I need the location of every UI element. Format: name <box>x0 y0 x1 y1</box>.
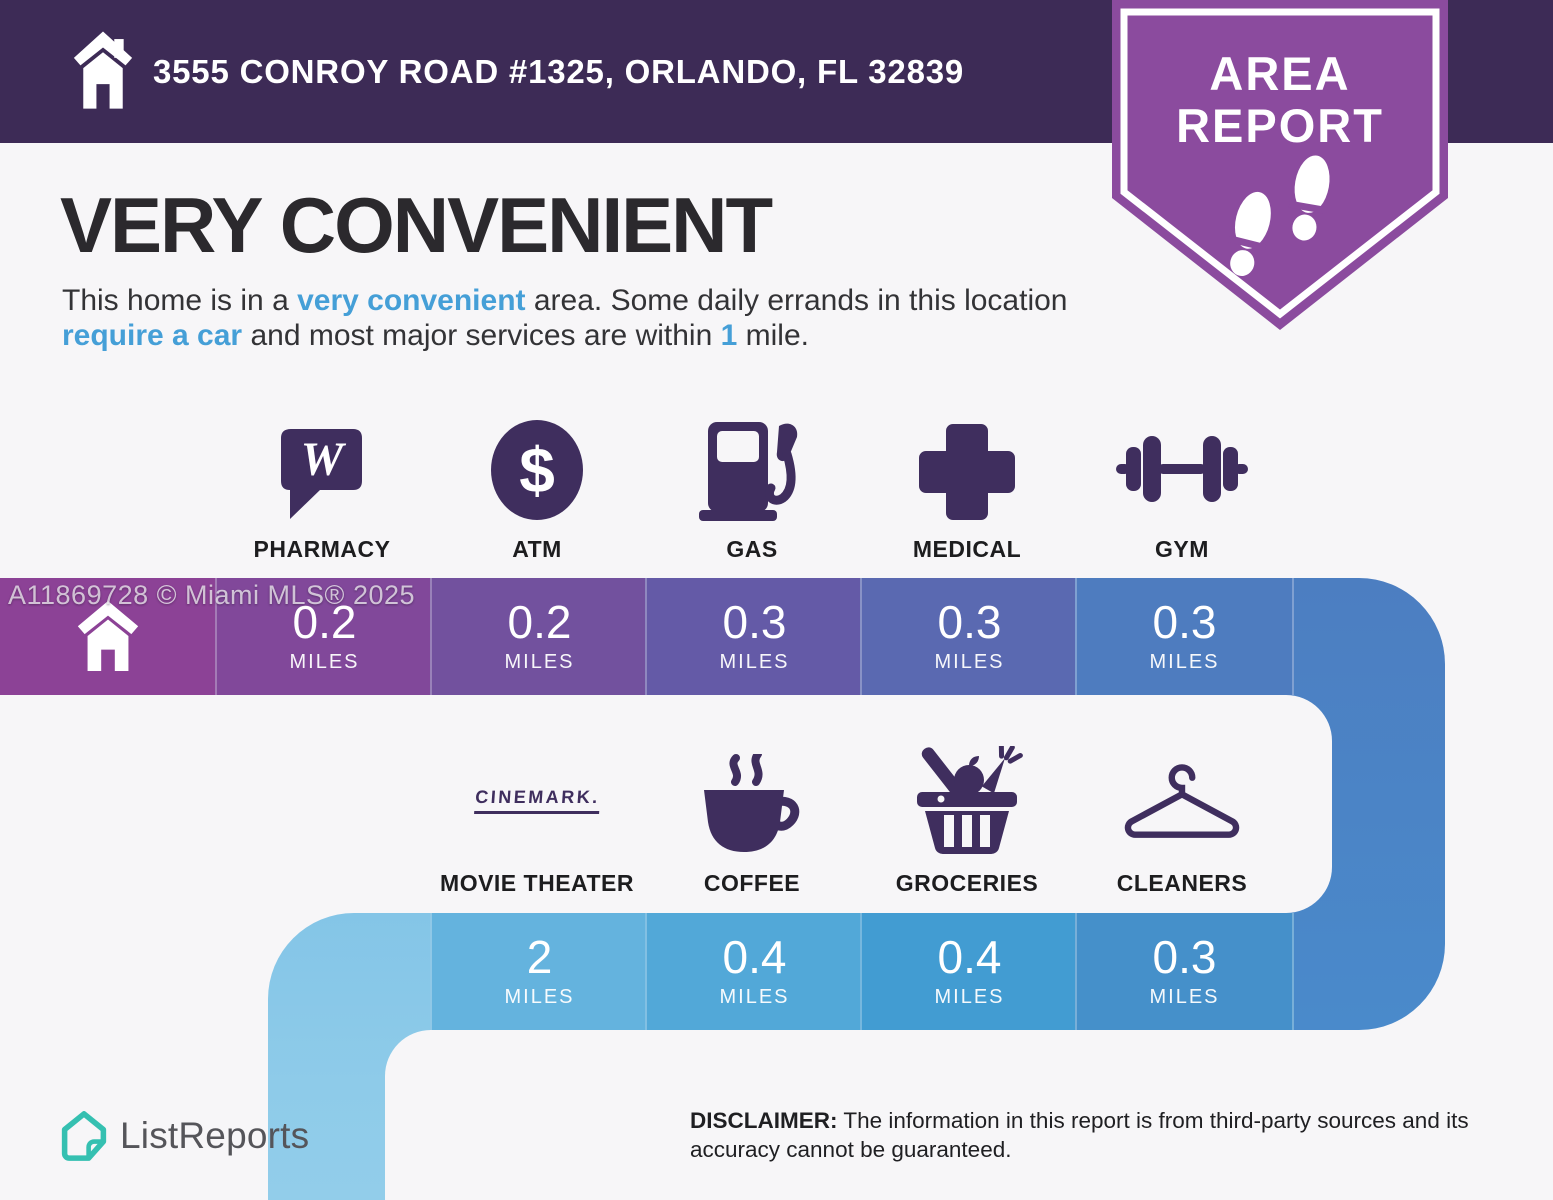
distance-cell-atm <box>430 578 647 695</box>
disclaimer-text: The information in this report is from third-party sources and its accuracy cannot be guaranteed. <box>690 1108 1469 1163</box>
distance-cell-gym <box>1075 578 1294 695</box>
desc-highlight: require a car <box>62 319 243 353</box>
coffee-cup-icon <box>696 754 808 856</box>
distance-value: 2 <box>526 931 553 983</box>
cinemark-logo: CINEMARK. <box>474 787 600 814</box>
poi-coffee <box>644 743 860 897</box>
desc-highlight: very convenient <box>297 284 526 317</box>
disclaimer <box>690 1106 1525 1165</box>
poi-pharmacy <box>214 403 430 563</box>
distance-unit: MILES <box>504 651 575 673</box>
poi-cleaners <box>1074 743 1290 897</box>
desc-text: and most major services are within <box>242 319 721 353</box>
distance-unit: MILES <box>1149 986 1220 1008</box>
poi-groceries <box>859 743 1075 897</box>
poi-label: MOVIE THEATER <box>440 870 634 896</box>
page-title: VERY CONVENIENT <box>60 181 772 269</box>
distance-unit: MILES <box>719 986 790 1008</box>
poi-label: GROCERIES <box>895 870 1039 896</box>
poi-label: GYM <box>1155 536 1209 562</box>
poi-label: PHARMACY <box>253 536 391 562</box>
poi-medical <box>859 403 1075 563</box>
poi-label: MEDICAL <box>912 536 1022 562</box>
distance-value: 0.2 <box>292 596 357 648</box>
badge-line2: REPORT <box>1176 99 1384 152</box>
dollar-glyph: $ <box>519 434 555 506</box>
description <box>62 283 1107 353</box>
grocery-basket-icon <box>911 746 1023 856</box>
distance-cell-groceries <box>860 913 1077 1030</box>
distance-unit: MILES <box>934 986 1005 1008</box>
poi-label: GAS <box>726 536 778 562</box>
poi-gym <box>1074 403 1290 563</box>
distance-value: 0.2 <box>507 596 572 648</box>
distance-value: 0.3 <box>937 596 1002 648</box>
walgreens-w-icon <box>276 426 368 522</box>
distance-value: 0.3 <box>722 596 787 648</box>
desc-text: This home is in a <box>62 284 298 317</box>
poi-gas <box>644 403 860 563</box>
desc-text: mile. <box>737 319 809 353</box>
distance-unit: MILES <box>504 986 575 1008</box>
distance-cell-movie-theater <box>430 913 647 1030</box>
distance-unit: MILES <box>934 651 1005 673</box>
distance-value: 0.3 <box>1152 931 1217 983</box>
distance-value: 0.4 <box>722 931 787 983</box>
distance-unit: MILES <box>289 651 360 673</box>
listreports-brand <box>60 1110 309 1162</box>
poi-label: COFFEE <box>703 870 801 896</box>
medical-cross-icon <box>917 422 1017 522</box>
dumbbell-icon <box>1116 426 1248 512</box>
badge-line1: AREA <box>1209 47 1351 100</box>
distance-cell-gas <box>645 578 862 695</box>
property-address: 3555 CONROY ROAD #1325, ORLANDO, FL 32839 <box>153 52 965 90</box>
distance-cell-cleaners <box>1075 913 1294 1030</box>
poi-label: ATM <box>512 536 562 562</box>
brand-name: ListReports <box>120 1115 310 1156</box>
distance-cell-medical <box>860 578 1077 695</box>
home-icon <box>73 601 143 673</box>
home-icon <box>72 30 134 112</box>
distance-unit: MILES <box>719 651 790 673</box>
distance-value: 0.3 <box>1152 596 1217 648</box>
desc-highlight: 1 <box>720 319 738 353</box>
distance-value: 0.4 <box>937 931 1002 983</box>
poi-movie-theater <box>429 743 645 897</box>
area-report-ribbon <box>1112 0 1448 336</box>
listreports-logo-icon <box>60 1110 108 1162</box>
dollar-sign-icon <box>489 418 585 522</box>
gas-pump-icon <box>693 418 811 522</box>
disclaimer-label: DISCLAIMER: <box>690 1108 838 1133</box>
distance-cell-coffee <box>645 913 862 1030</box>
distance-unit: MILES <box>1149 651 1220 673</box>
walgreens-w-letter: W <box>300 433 344 486</box>
mls-watermark: A11869728 © Miami MLS® 2025 <box>8 580 416 610</box>
poi-atm <box>429 403 645 563</box>
poi-label: CLEANERS <box>1116 870 1248 896</box>
hanger-icon <box>1118 752 1246 852</box>
desc-text: area. Some daily errands in this location <box>525 284 1068 317</box>
